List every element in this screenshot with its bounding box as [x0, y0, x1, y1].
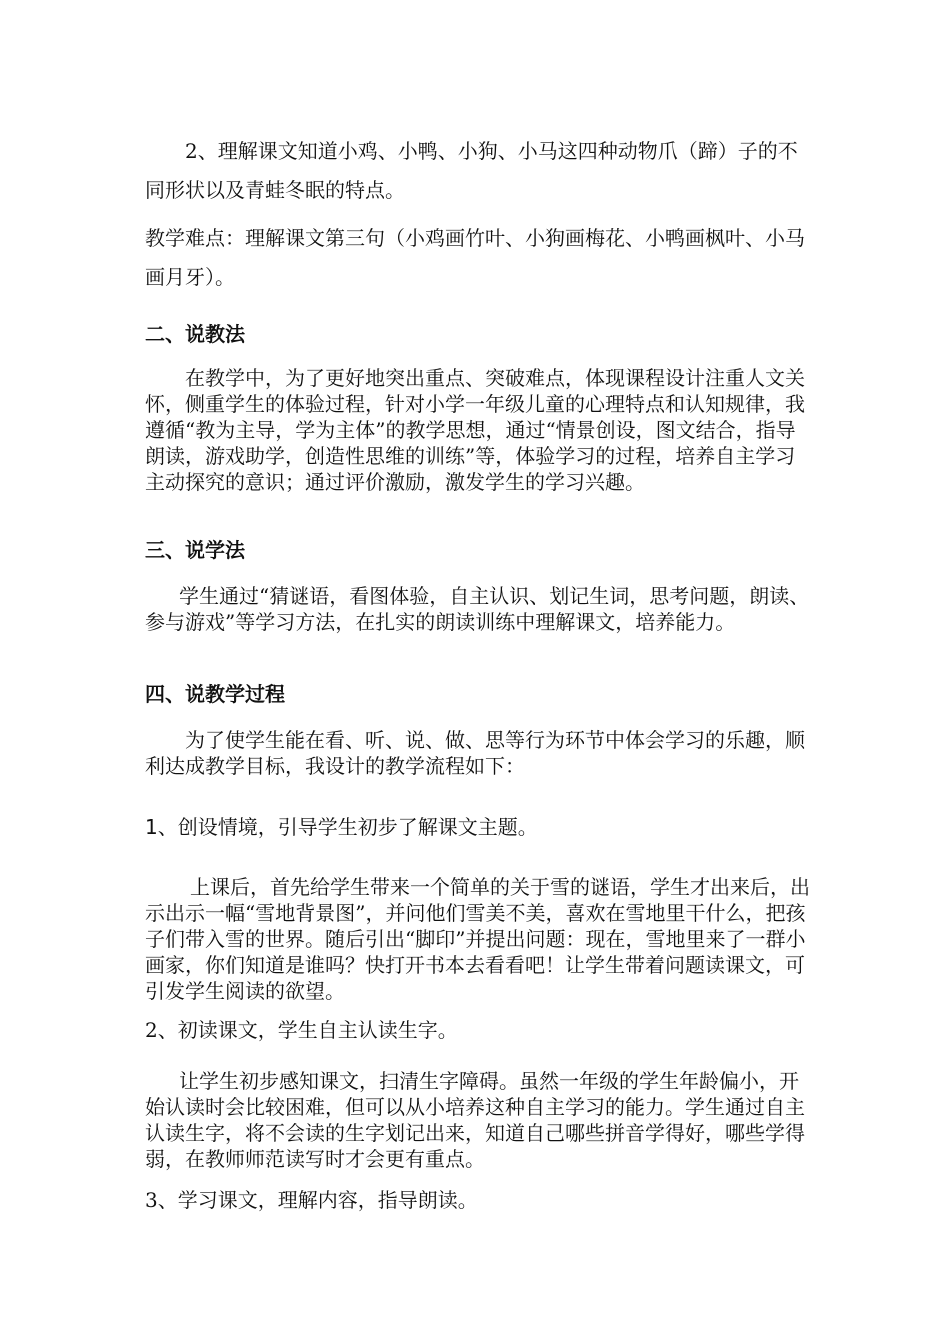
section-heading-teaching-process: 四、说教学过程 [145, 682, 285, 706]
teaching-process-intro-paragraph: 为了使学生能在看、听、说、做、思等行为环节中体会学习的乐趣，顺利达成教学目标，我设计的教学流程如下： [145, 728, 805, 778]
learning-method-paragraph: 学生通过“猜谜语，看图体验，自主认识、划记生词，思考问题，朗读、参与游戏”等学习方法，在扎实的朗读训练中理解课文，培养能力。 [145, 584, 810, 634]
section-heading-learning-method: 三、说学法 [145, 538, 245, 562]
section-heading-teaching-method: 二、说教法 [145, 322, 245, 346]
step-1-paragraph: 上课后，首先给学生带来一个简单的关于雪的谜语，学生才出来后，出示出示一幅“雪地背景图”，并问他们雪美不美，喜欢在雪地里干什么，把孩子们带入雪的世界。随后引出“脚印”并提出问题：现在，雪地里来了一群小画家，你们知道是谁吗？快打开书本去看看吧！让学生带着问题读课文，可引发学生阅读的欲望。 [145, 875, 810, 1003]
step-2-heading: 2、初读课文，学生自主认读生字。 [145, 1018, 458, 1042]
step-1-heading: 1、创设情境，引导学生初步了解课文主题。 [145, 815, 538, 839]
teaching-method-paragraph: 在教学中，为了更好地突出重点、突破难点，体现课程设计注重人文关怀，侧重学生的体验过程，针对小学一年级儿童的心理特点和认知规律，我遵循“教为主导，学为主体”的教学思想，通过“情景创设，图文结合，指导朗读，游戏助学，创造性思维的训练”等，体验学习的过程，培养自主学习主动探究的意识；通过评价激励，激发学生的学习兴趣。 [145, 366, 805, 494]
step-3-heading: 3、学习课文，理解内容，指导朗读。 [145, 1188, 478, 1212]
step-2-paragraph: 让学生初步感知课文，扫清生字障碍。虽然一年级的学生年龄偏小，开始认读时会比较困难，但可以从小培养这种自主学习的能力。学生通过自主认读生字，将不会读的生字划记出来，知道自己哪些拼音学得好，哪些学得弱，在教师师范读写时才会更有重点。 [145, 1069, 805, 1171]
objective-2-paragraph: 2、理解课文知道小鸡、小鸭、小狗、小马这四种动物爪（蹄）子的不同形状以及青蛙冬眠的特点。 [145, 139, 798, 202]
teaching-difficulty-paragraph: 教学难点：理解课文第三句（小鸡画竹叶、小狗画梅花、小鸭画枫叶、小马画月牙）。 [145, 226, 805, 289]
